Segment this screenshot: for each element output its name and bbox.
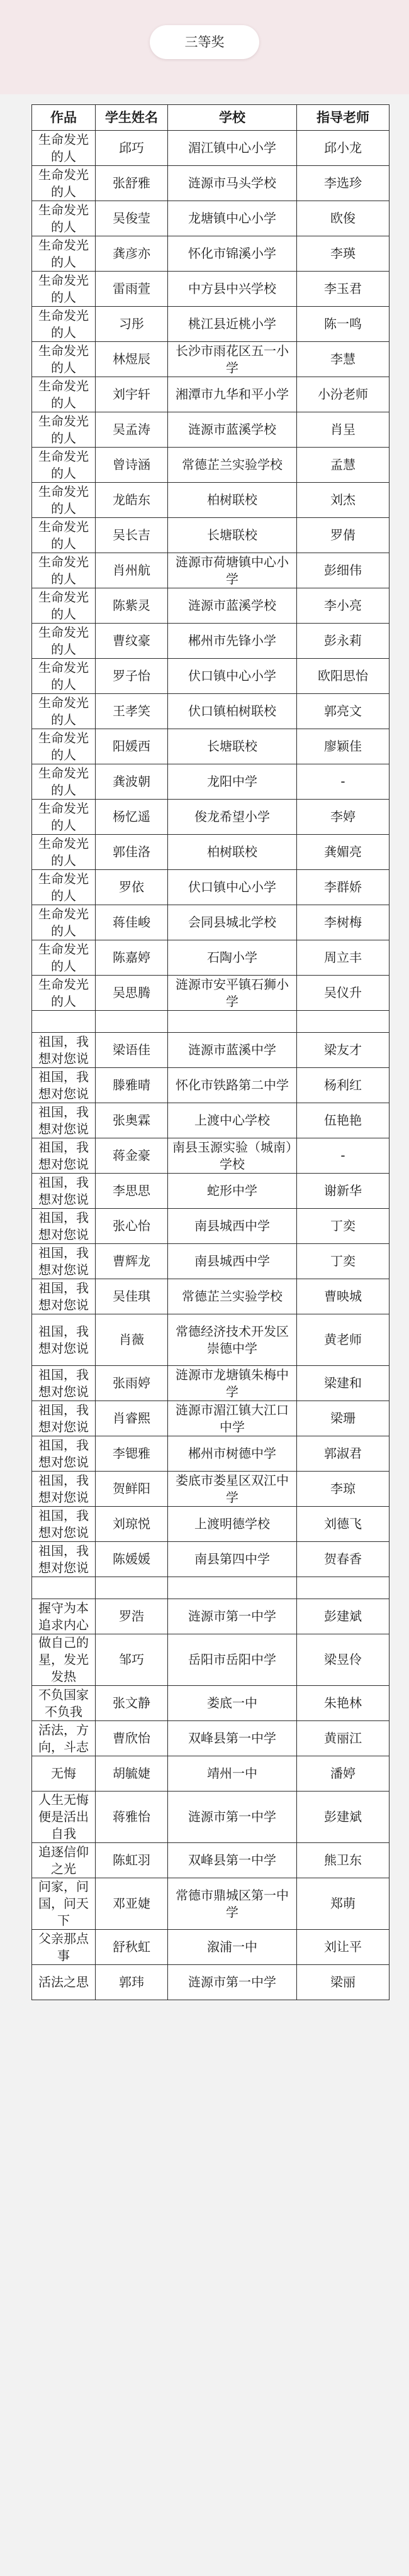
student-name-cell: 李锶雅 <box>96 1436 168 1472</box>
teacher-cell: 谢新华 <box>297 1174 389 1209</box>
school-cell: 岳阳市岳阳中学 <box>168 1634 297 1686</box>
table-row <box>32 800 389 835</box>
teacher-cell: 李群娇 <box>297 870 389 905</box>
student-name-cell: 罗浩 <box>96 1599 168 1634</box>
work-title-cell: 生命发光的人 <box>32 307 96 342</box>
work-title-cell: 人生无悔便是活出自我 <box>32 1792 96 1843</box>
table-row <box>32 1279 389 1314</box>
separator-cell <box>32 1577 96 1599</box>
work-title-cell: 生命发光的人 <box>32 870 96 905</box>
work-title-cell: 活法，方向，斗志 <box>32 1721 96 1756</box>
student-name-cell: 龚波朝 <box>96 764 168 800</box>
table-row <box>32 166 389 201</box>
school-cell: 石陶小学 <box>168 940 297 976</box>
header-school: 学校 <box>168 105 297 131</box>
student-name-cell: 林煜辰 <box>96 342 168 377</box>
teacher-cell: 刘让平 <box>297 1930 389 1965</box>
student-name-cell: 曾诗涵 <box>96 448 168 483</box>
student-name-cell: 舒秋虹 <box>96 1930 168 1965</box>
student-name-cell: 李思思 <box>96 1174 168 1209</box>
table-row <box>32 1068 389 1103</box>
separator-cell <box>297 1011 389 1033</box>
work-title-cell: 生命发光的人 <box>32 624 96 659</box>
table-row <box>32 659 389 694</box>
table-row <box>32 1756 389 1792</box>
header-student-name: 学生姓名 <box>96 105 168 131</box>
school-cell: 靖州一中 <box>168 1756 297 1792</box>
table-row <box>32 1792 389 1843</box>
work-title-cell: 祖国，我想对您说 <box>32 1033 96 1068</box>
separator-cell <box>168 1011 297 1033</box>
teacher-cell: 李瑛 <box>297 236 389 272</box>
table-row <box>32 1138 389 1174</box>
student-name-cell: 张舒雅 <box>96 166 168 201</box>
teacher-cell: 李玉君 <box>297 272 389 307</box>
work-title-cell: 祖国，我想对您说 <box>32 1103 96 1138</box>
table-row <box>32 1507 389 1542</box>
teacher-cell: 熊卫东 <box>297 1843 389 1878</box>
student-name-cell: 吴孟涛 <box>96 412 168 448</box>
teacher-cell: 欧俊 <box>297 201 389 236</box>
school-cell: 涟源市湄江镇大江口中学 <box>168 1401 297 1436</box>
teacher-cell: 邱小龙 <box>297 131 389 166</box>
work-title-cell: 不负国家不负我 <box>32 1686 96 1721</box>
student-name-cell: 习彤 <box>96 307 168 342</box>
teacher-cell: 郑萌 <box>297 1878 389 1930</box>
work-title-cell: 祖国，我想对您说 <box>32 1279 96 1314</box>
student-name-cell: 张雨婷 <box>96 1366 168 1401</box>
student-name-cell: 邹巧 <box>96 1634 168 1686</box>
teacher-cell: 吴仪升 <box>297 976 389 1011</box>
work-title-cell: 生命发光的人 <box>32 976 96 1011</box>
teacher-cell: 刘杰 <box>297 483 389 518</box>
table-row <box>32 694 389 729</box>
student-name-cell: 吴俊莹 <box>96 201 168 236</box>
school-cell: 南县城西中学 <box>168 1209 297 1244</box>
separator-cell <box>96 1577 168 1599</box>
school-cell: 常德市鼎城区第一中学 <box>168 1878 297 1930</box>
school-cell: 涟源市马头学校 <box>168 166 297 201</box>
student-name-cell: 蒋雅怡 <box>96 1792 168 1843</box>
work-title-cell: 祖国，我想对您说 <box>32 1138 96 1174</box>
section-separator <box>32 1577 389 1599</box>
school-cell: 俊龙希望小学 <box>168 800 297 835</box>
student-name-cell: 曹欣怡 <box>96 1721 168 1756</box>
work-title-cell: 生命发光的人 <box>32 553 96 588</box>
school-cell: 中方县中兴学校 <box>168 272 297 307</box>
teacher-cell: 伍艳艳 <box>297 1103 389 1138</box>
teacher-cell: 梁建和 <box>297 1366 389 1401</box>
work-title-cell: 生命发光的人 <box>32 201 96 236</box>
work-title-cell: 生命发光的人 <box>32 448 96 483</box>
work-title-cell: 生命发光的人 <box>32 694 96 729</box>
work-title-cell: 祖国，我想对您说 <box>32 1314 96 1366</box>
work-title-cell: 生命发光的人 <box>32 166 96 201</box>
school-cell: 涟源市第一中学 <box>168 1792 297 1843</box>
teacher-cell: 贺春香 <box>297 1542 389 1577</box>
school-cell: 溆浦一中 <box>168 1930 297 1965</box>
teacher-cell: 郭淑君 <box>297 1436 389 1472</box>
header-work: 作品 <box>32 105 96 131</box>
school-cell: 湘潭市九华和平小学 <box>168 377 297 412</box>
teacher-cell: 李小亮 <box>297 588 389 624</box>
teacher-cell: 杨利红 <box>297 1068 389 1103</box>
student-name-cell: 龙皓东 <box>96 483 168 518</box>
school-cell: 涟源市安平镇石狮小学 <box>168 976 297 1011</box>
student-name-cell: 蒋金豪 <box>96 1138 168 1174</box>
table-row <box>32 729 389 764</box>
student-name-cell: 罗依 <box>96 870 168 905</box>
school-cell: 双峰县第一中学 <box>168 1721 297 1756</box>
school-cell: 会同县城北学校 <box>168 905 297 940</box>
teacher-cell: 肖呈 <box>297 412 389 448</box>
school-cell: 怀化市铁路第二中学 <box>168 1068 297 1103</box>
separator-cell <box>168 1577 297 1599</box>
work-title-cell: 生命发光的人 <box>32 483 96 518</box>
table-row <box>32 272 389 307</box>
work-title-cell: 生命发光的人 <box>32 272 96 307</box>
school-cell: 柏树联校 <box>168 483 297 518</box>
student-name-cell: 滕雅晴 <box>96 1068 168 1103</box>
student-name-cell: 罗子怡 <box>96 659 168 694</box>
work-title-cell: 生命发光的人 <box>32 729 96 764</box>
student-name-cell: 王孝笑 <box>96 694 168 729</box>
teacher-cell: 李琼 <box>297 1472 389 1507</box>
table-row <box>32 1686 389 1721</box>
award-header <box>0 0 409 94</box>
work-title-cell: 无悔 <box>32 1756 96 1792</box>
school-cell: 涟源市蓝溪学校 <box>168 412 297 448</box>
table-row <box>32 1401 389 1436</box>
teacher-cell: 孟慧 <box>297 448 389 483</box>
table-row <box>32 307 389 342</box>
student-name-cell: 肖州航 <box>96 553 168 588</box>
table-row <box>32 236 389 272</box>
student-name-cell: 吴长吉 <box>96 518 168 553</box>
teacher-cell: 郭亮文 <box>297 694 389 729</box>
school-cell: 上渡中心学校 <box>168 1103 297 1138</box>
table-row <box>32 870 389 905</box>
table-row <box>32 1366 389 1401</box>
school-cell: 长沙市雨花区五一小学 <box>168 342 297 377</box>
table-body <box>32 131 389 2000</box>
table-row <box>32 1472 389 1507</box>
school-cell: 柏树联校 <box>168 835 297 870</box>
teacher-cell: 彭建斌 <box>297 1792 389 1843</box>
table-row <box>32 1542 389 1577</box>
student-name-cell: 阳媛西 <box>96 729 168 764</box>
teacher-cell: 李婷 <box>297 800 389 835</box>
student-name-cell: 贺鲜阳 <box>96 1472 168 1507</box>
school-cell: 常德芷兰实验学校 <box>168 448 297 483</box>
table-row <box>32 412 389 448</box>
table-row <box>32 1209 389 1244</box>
teacher-cell: 丁奕 <box>297 1209 389 1244</box>
work-title-cell: 祖国，我想对您说 <box>32 1472 96 1507</box>
table-row <box>32 342 389 377</box>
teacher-cell: 李选珍 <box>297 166 389 201</box>
work-title-cell: 生命发光的人 <box>32 518 96 553</box>
teacher-cell: - <box>297 764 389 800</box>
school-cell: 怀化市锦溪小学 <box>168 236 297 272</box>
school-cell: 南县第四中学 <box>168 1542 297 1577</box>
work-title-cell: 做自己的星，发光发热 <box>32 1634 96 1686</box>
student-name-cell: 梁语佳 <box>96 1033 168 1068</box>
student-name-cell: 张文静 <box>96 1686 168 1721</box>
school-cell: 郴州市树德中学 <box>168 1436 297 1472</box>
teacher-cell: 罗倩 <box>297 518 389 553</box>
work-title-cell: 祖国，我想对您说 <box>32 1401 96 1436</box>
student-name-cell: 刘宇轩 <box>96 377 168 412</box>
teacher-cell: 廖颖佳 <box>297 729 389 764</box>
teacher-cell: 梁昱伶 <box>297 1634 389 1686</box>
student-name-cell: 张奥霖 <box>96 1103 168 1138</box>
table-row <box>32 1930 389 1965</box>
school-cell: 龙塘镇中心小学 <box>168 201 297 236</box>
table-row <box>32 553 389 588</box>
teacher-cell: 彭建斌 <box>297 1599 389 1634</box>
work-title-cell: 生命发光的人 <box>32 659 96 694</box>
school-cell: 涟源市荷塘镇中心小学 <box>168 553 297 588</box>
teacher-cell: 欧阳思怡 <box>297 659 389 694</box>
student-name-cell: 陈虹羽 <box>96 1843 168 1878</box>
work-title-cell: 祖国，我想对您说 <box>32 1507 96 1542</box>
teacher-cell: 黄老师 <box>297 1314 389 1366</box>
table-row <box>32 131 389 166</box>
student-name-cell: 胡毓婕 <box>96 1756 168 1792</box>
header-teacher: 指导老师 <box>297 105 389 131</box>
student-name-cell: 郭玮 <box>96 1965 168 2000</box>
teacher-cell: 梁友才 <box>297 1033 389 1068</box>
award-level-badge: 三等奖 <box>150 25 259 59</box>
teacher-cell: 龚媚亮 <box>297 835 389 870</box>
work-title-cell: 生命发光的人 <box>32 905 96 940</box>
teacher-cell: 丁奕 <box>297 1244 389 1279</box>
school-cell: 长塘联校 <box>168 518 297 553</box>
table-row <box>32 483 389 518</box>
school-cell: 娄底市娄星区双江中学 <box>168 1472 297 1507</box>
school-cell: 伏口镇柏树联校 <box>168 694 297 729</box>
table-row <box>32 1174 389 1209</box>
table-row <box>32 518 389 553</box>
student-name-cell: 吴佳琪 <box>96 1279 168 1314</box>
table-row <box>32 201 389 236</box>
teacher-cell: 陈一鸣 <box>297 307 389 342</box>
student-name-cell: 张心怡 <box>96 1209 168 1244</box>
table-row <box>32 1314 389 1366</box>
table-row <box>32 1599 389 1634</box>
school-cell: 龙阳中学 <box>168 764 297 800</box>
school-cell: 南县玉源实验（城南）学校 <box>168 1138 297 1174</box>
table-row <box>32 835 389 870</box>
school-cell: 郴州市先锋小学 <box>168 624 297 659</box>
work-title-cell: 问家，问国，问天下 <box>32 1878 96 1930</box>
work-title-cell: 生命发光的人 <box>32 377 96 412</box>
work-title-cell: 生命发光的人 <box>32 940 96 976</box>
teacher-cell: 彭永莉 <box>297 624 389 659</box>
teacher-cell: 小汾老师 <box>297 377 389 412</box>
school-cell: 涟源市龙塘镇朱梅中学 <box>168 1366 297 1401</box>
school-cell: 涟源市第一中学 <box>168 1965 297 2000</box>
teacher-cell: 曹映城 <box>297 1279 389 1314</box>
school-cell: 涟源市蓝溪学校 <box>168 588 297 624</box>
student-name-cell: 邓亚婕 <box>96 1878 168 1930</box>
student-name-cell: 肖薇 <box>96 1314 168 1366</box>
teacher-cell: 李树梅 <box>297 905 389 940</box>
teacher-cell: 朱艳林 <box>297 1686 389 1721</box>
work-title-cell: 握守为本追求内心 <box>32 1599 96 1634</box>
table-row <box>32 1721 389 1756</box>
work-title-cell: 祖国，我想对您说 <box>32 1542 96 1577</box>
table-row <box>32 1033 389 1068</box>
work-title-cell: 生命发光的人 <box>32 588 96 624</box>
work-title-cell: 生命发光的人 <box>32 131 96 166</box>
separator-cell <box>32 1011 96 1033</box>
table-row <box>32 448 389 483</box>
teacher-cell: 彭细伟 <box>297 553 389 588</box>
school-cell: 娄底一中 <box>168 1686 297 1721</box>
work-title-cell: 祖国，我想对您说 <box>32 1068 96 1103</box>
work-title-cell: 活法之思 <box>32 1965 96 2000</box>
student-name-cell: 曹辉龙 <box>96 1244 168 1279</box>
teacher-cell: 潘婷 <box>297 1756 389 1792</box>
table-row <box>32 905 389 940</box>
work-title-cell: 生命发光的人 <box>32 835 96 870</box>
winners-table <box>31 104 389 2000</box>
work-title-cell: 祖国，我想对您说 <box>32 1244 96 1279</box>
student-name-cell: 陈媛媛 <box>96 1542 168 1577</box>
separator-cell <box>297 1577 389 1599</box>
teacher-cell: - <box>297 1138 389 1174</box>
school-cell: 伏口镇中心小学 <box>168 870 297 905</box>
work-title-cell: 追逐信仰之光 <box>32 1843 96 1878</box>
student-name-cell: 杨忆遥 <box>96 800 168 835</box>
school-cell: 长塘联校 <box>168 729 297 764</box>
teacher-cell: 李慧 <box>297 342 389 377</box>
table-row <box>32 764 389 800</box>
table-row <box>32 976 389 1011</box>
student-name-cell: 郭佳洛 <box>96 835 168 870</box>
work-title-cell: 祖国，我想对您说 <box>32 1436 96 1472</box>
separator-cell <box>96 1011 168 1033</box>
table-row <box>32 1965 389 2000</box>
teacher-cell: 周立丰 <box>297 940 389 976</box>
work-title-cell: 祖国，我想对您说 <box>32 1366 96 1401</box>
teacher-cell: 梁丽 <box>297 1965 389 2000</box>
work-title-cell: 祖国，我想对您说 <box>32 1174 96 1209</box>
student-name-cell: 龚彦亦 <box>96 236 168 272</box>
table-row <box>32 1244 389 1279</box>
student-name-cell: 肖睿熙 <box>96 1401 168 1436</box>
school-cell: 伏口镇中心小学 <box>168 659 297 694</box>
student-name-cell: 刘琼悦 <box>96 1507 168 1542</box>
work-title-cell: 祖国，我想对您说 <box>32 1209 96 1244</box>
teacher-cell: 黄丽江 <box>297 1721 389 1756</box>
work-title-cell: 生命发光的人 <box>32 412 96 448</box>
school-cell: 涟源市蓝溪中学 <box>168 1033 297 1068</box>
table-row <box>32 1103 389 1138</box>
teacher-cell: 刘德飞 <box>297 1507 389 1542</box>
school-cell: 上渡明德学校 <box>168 1507 297 1542</box>
school-cell: 常德经济技术开发区崇德中学 <box>168 1314 297 1366</box>
table-row <box>32 377 389 412</box>
school-cell: 蛇形中学 <box>168 1174 297 1209</box>
work-title-cell: 生命发光的人 <box>32 342 96 377</box>
table-row <box>32 1843 389 1878</box>
table-row <box>32 940 389 976</box>
teacher-cell: 梁珊 <box>297 1401 389 1436</box>
school-cell: 湄江镇中心小学 <box>168 131 297 166</box>
school-cell: 桃江县近桃小学 <box>168 307 297 342</box>
table-row <box>32 1634 389 1686</box>
student-name-cell: 吴思腾 <box>96 976 168 1011</box>
table-row <box>32 1436 389 1472</box>
table-row <box>32 624 389 659</box>
table-row <box>32 1878 389 1930</box>
table-row <box>32 588 389 624</box>
student-name-cell: 曹纹豪 <box>96 624 168 659</box>
work-title-cell: 父亲那点事 <box>32 1930 96 1965</box>
student-name-cell: 邱巧 <box>96 131 168 166</box>
student-name-cell: 雷雨萱 <box>96 272 168 307</box>
work-title-cell: 生命发光的人 <box>32 236 96 272</box>
table-header-row <box>32 105 389 131</box>
section-separator <box>32 1011 389 1033</box>
school-cell: 双峰县第一中学 <box>168 1843 297 1878</box>
school-cell: 常德芷兰实验学校 <box>168 1279 297 1314</box>
school-cell: 涟源市第一中学 <box>168 1599 297 1634</box>
student-name-cell: 陈嘉婷 <box>96 940 168 976</box>
work-title-cell: 生命发光的人 <box>32 800 96 835</box>
school-cell: 南县城西中学 <box>168 1244 297 1279</box>
work-title-cell: 生命发光的人 <box>32 764 96 800</box>
student-name-cell: 陈紫灵 <box>96 588 168 624</box>
student-name-cell: 蒋佳峻 <box>96 905 168 940</box>
